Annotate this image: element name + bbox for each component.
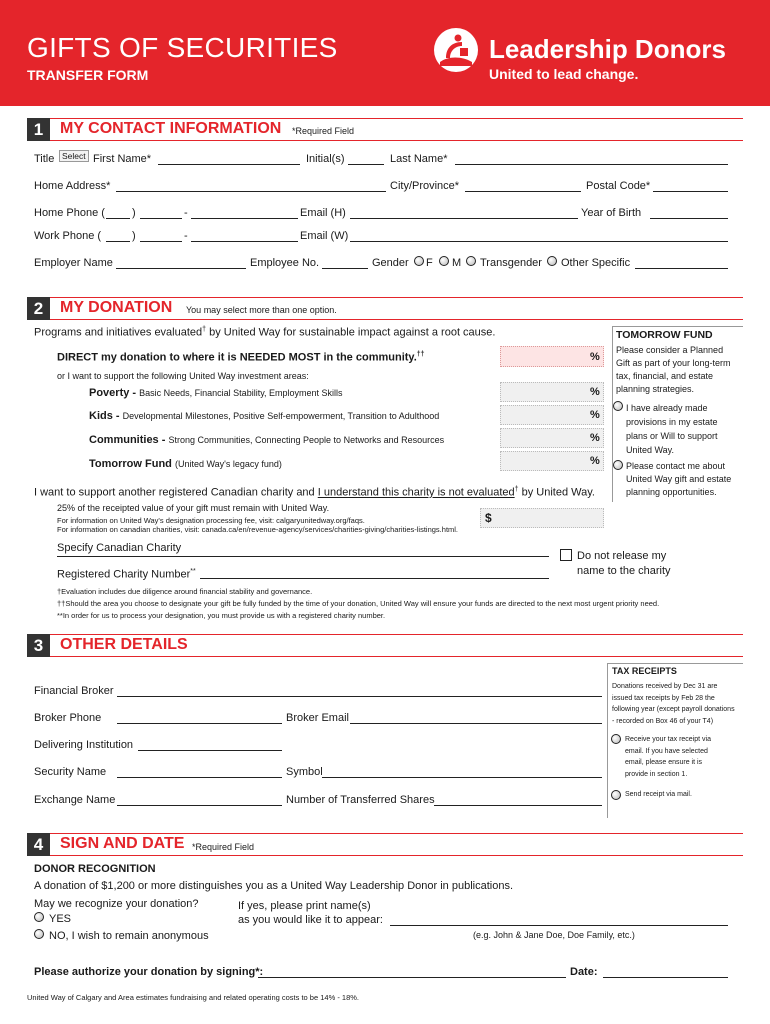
- tomorrow-percent-sign: %: [590, 455, 600, 467]
- section-3-title: OTHER DETAILS: [60, 636, 188, 653]
- title-select[interactable]: Select: [59, 150, 89, 162]
- email-receipt-radio[interactable]: [611, 734, 621, 744]
- footnote-charity-number: **In order for us to process your designation, you must provide us with a registered charity number.: [57, 611, 386, 620]
- email-h-label: Email (H): [300, 207, 346, 219]
- security-name-field[interactable]: [117, 777, 282, 778]
- work-phone-number-field[interactable]: [191, 241, 298, 242]
- security-name-label: Security Name: [34, 766, 107, 778]
- initials-label: Initial(s): [306, 153, 345, 165]
- kids-percent-field[interactable]: [500, 405, 604, 425]
- contact-me-label: Please contact me about United Way gift and estate planning opportunities.: [626, 461, 732, 497]
- home-phone-dash: -: [184, 207, 188, 219]
- donor-recognition-heading: DONOR RECOGNITION: [34, 863, 156, 875]
- work-phone-dash: -: [184, 230, 188, 242]
- tomorrow-fund-top-rule: [612, 326, 743, 327]
- brand-tagline: United to lead change.: [489, 66, 639, 82]
- tomorrow-fund-intro: Please consider a Planned Gift as part of your long-term tax, financial, and estate planning strategies.: [616, 345, 731, 394]
- exchange-name-field[interactable]: [117, 805, 282, 806]
- footer-note: United Way of Calgary and Area estimates fundraising and related operating costs to be 14% - 18%.: [27, 993, 359, 1002]
- designation-fee-info: For information on United Way's designation processing fee, visit: calgaryunitedway.org/faqs.: [57, 516, 365, 525]
- footnote-evaluation: †Evaluation includes due diligence around financial stability and governance.: [57, 587, 313, 596]
- estate-provisions-radio[interactable]: [613, 401, 623, 411]
- last-name-field[interactable]: [455, 164, 728, 165]
- signature-field[interactable]: [258, 977, 566, 978]
- mail-receipt-label: Send receipt via mail.: [625, 791, 692, 798]
- section-4-number: 4: [27, 833, 50, 856]
- specify-charity-label: Specify Canadian Charity: [57, 542, 182, 554]
- gender-m-radio[interactable]: [439, 256, 449, 266]
- communities-percent-field[interactable]: [500, 428, 604, 448]
- tax-receipts-top-rule: [607, 663, 743, 664]
- broker-phone-label: Broker Phone: [34, 712, 102, 724]
- postal-code-label: Postal Code*: [586, 180, 651, 192]
- kids-option: Kids - Developmental Milestones, Positive Self-empowerment, Transition to Adulthood: [89, 410, 440, 422]
- do-not-release-checkbox[interactable]: [560, 549, 572, 561]
- tomorrow-fund-percent-field[interactable]: [500, 451, 604, 471]
- do-not-release-label: Do not release my: [577, 550, 667, 562]
- direct-percent-sign: %: [590, 351, 600, 363]
- transferred-shares-field[interactable]: [434, 805, 602, 806]
- section-2-note: You may select more than one option.: [186, 305, 337, 315]
- date-field[interactable]: [603, 977, 728, 978]
- delivering-institution-field[interactable]: [138, 750, 282, 751]
- contact-me-radio[interactable]: [613, 460, 623, 470]
- email-w-field[interactable]: [350, 241, 728, 242]
- form-title: GIFTS OF SECURITIES: [27, 32, 338, 63]
- gender-other-radio[interactable]: [547, 256, 557, 266]
- other-charity-statement: I want to support another registered Canadian charity and I understand this charity is not evaluated† by United Way.: [34, 486, 595, 499]
- title-label: Title: [34, 153, 55, 165]
- employee-no-label: Employee No.: [250, 257, 320, 269]
- tomorrow-fund-divider: [612, 326, 613, 502]
- work-phone-prefix-field[interactable]: [140, 241, 182, 242]
- recognize-question: May we recognize your donation?: [34, 898, 199, 910]
- employer-name-field[interactable]: [116, 268, 246, 269]
- donor-recognition-text: A donation of $1,200 or more distinguishes you as a United Way Leadership Donor in publications.: [34, 880, 513, 892]
- programs-intro: Programs and initiatives evaluated† by United Way for sustainable impact against a root cause.: [34, 326, 496, 339]
- transferred-shares-label: Number of Transferred Shares: [286, 794, 435, 806]
- date-label: Date:: [570, 966, 598, 978]
- section-2-title: MY DONATION: [60, 299, 173, 316]
- registered-charity-label: Registered Charity Number**: [57, 568, 196, 581]
- gender-f-label: F: [426, 257, 433, 269]
- gender-transgender-radio[interactable]: [466, 256, 476, 266]
- footnote-funded: ††Should the area you choose to designate your gift be fully funded by the time of your donation, United Way will ensure your funds are directed to the next most urgent priority need.: [57, 599, 660, 608]
- or-support-text: or I want to support the following United Way investment areas:: [57, 371, 309, 381]
- communities-percent-sign: %: [590, 432, 600, 444]
- postal-code-field[interactable]: [653, 191, 728, 192]
- required-note: *Required Field: [292, 126, 355, 136]
- last-name-label: Last Name*: [390, 153, 448, 165]
- section-4-title: SIGN AND DATE: [60, 835, 185, 852]
- broker-email-label: Broker Email: [286, 712, 349, 724]
- specify-charity-field[interactable]: [57, 556, 549, 557]
- home-address-field[interactable]: [116, 191, 386, 192]
- city-label: City/Province*: [390, 180, 460, 192]
- section-2-number: 2: [27, 297, 50, 320]
- poverty-percent-sign: %: [590, 386, 600, 398]
- recognition-example: (e.g. John & Jane Doe, Doe Family, etc.): [473, 930, 635, 940]
- symbol-field[interactable]: [322, 777, 602, 778]
- mail-receipt-radio[interactable]: [611, 790, 621, 800]
- city-field[interactable]: [465, 191, 581, 192]
- broker-email-field[interactable]: [350, 723, 602, 724]
- work-phone-paren: ): [132, 230, 136, 242]
- recognize-no-label: NO, I wish to remain anonymous: [49, 930, 209, 942]
- registered-charity-field[interactable]: [200, 578, 549, 579]
- symbol-label: Symbol: [286, 766, 323, 778]
- kids-percent-sign: %: [590, 409, 600, 421]
- recognition-name-field[interactable]: [390, 925, 728, 926]
- do-not-release-label-2: name to the charity: [577, 565, 671, 577]
- gender-other-label: Other Specific: [561, 257, 631, 269]
- signature-label: Please authorize your donation by signing*:: [34, 966, 264, 978]
- brand-name: Leadership Donors: [489, 34, 726, 64]
- exchange-name-label: Exchange Name: [34, 794, 116, 806]
- home-phone-area-field[interactable]: [106, 218, 130, 219]
- tax-receipts-intro: Donations received by Dec 31 are issued tax receipts by Feb 28 the following year (except payroll donations - recorded on Box 46 of your T4): [612, 683, 735, 725]
- year-of-birth-field[interactable]: [650, 218, 728, 219]
- home-phone-label: Home Phone (: [34, 207, 105, 219]
- year-of-birth-label: Year of Birth: [581, 207, 642, 219]
- charity-amount-field[interactable]: [480, 508, 604, 528]
- section-4-note: *Required Field: [192, 842, 255, 852]
- email-w-label: Email (W): [300, 230, 349, 242]
- poverty-percent-field[interactable]: [500, 382, 604, 402]
- employer-name-label: Employer Name: [34, 257, 113, 269]
- tax-receipts-divider: [607, 663, 608, 818]
- recognize-yes-label: YES: [49, 913, 72, 925]
- first-name-field[interactable]: [158, 164, 300, 165]
- financial-broker-label: Financial Broker: [34, 685, 114, 697]
- financial-broker-field[interactable]: [117, 696, 602, 697]
- section-1-number: 1: [27, 118, 50, 141]
- poverty-option: Poverty - Basic Needs, Financial Stability, Employment Skills: [89, 387, 343, 399]
- communities-option: Communities - Strong Communities, Connecting People to Networks and Resources: [89, 434, 445, 446]
- direct-donation-label: DIRECT my donation to where it is NEEDED MOST in the community.††: [57, 351, 425, 364]
- initials-field[interactable]: [348, 164, 384, 165]
- receipt-note: 25% of the receipted value of your gift must remain with United Way.: [57, 503, 330, 513]
- print-names-label-2: as you would like it to appear:: [238, 914, 383, 926]
- gender-other-field[interactable]: [635, 268, 728, 269]
- tomorrow-fund-title: TOMORROW FUND: [616, 329, 713, 341]
- gender-label: Gender: [372, 257, 409, 269]
- form-subtitle: TRANSFER FORM: [27, 67, 149, 83]
- email-receipt-label: Receive your tax receipt via email. If you have selected email, please ensure it is provide in section 1.: [625, 736, 711, 778]
- section-3-number: 3: [27, 634, 50, 657]
- estate-provisions-label: I have already made provisions in my estate plans or Will to support United Way.: [626, 403, 718, 455]
- work-phone-label: Work Phone (: [34, 230, 102, 242]
- gender-transgender-label: Transgender: [480, 257, 542, 269]
- employee-no-field[interactable]: [322, 268, 368, 269]
- united-way-logo-icon: [432, 26, 480, 74]
- home-address-label: Home Address*: [34, 180, 111, 192]
- broker-phone-field[interactable]: [117, 723, 282, 724]
- gender-f-radio[interactable]: [414, 256, 424, 266]
- delivering-institution-label: Delivering Institution: [34, 739, 134, 751]
- recognize-no-radio[interactable]: [34, 929, 44, 939]
- home-phone-paren: ): [132, 207, 136, 219]
- section-1-title: MY CONTACT INFORMATION: [60, 120, 282, 137]
- home-phone-prefix-field[interactable]: [140, 218, 182, 219]
- tomorrow-fund-option: Tomorrow Fund (United Way's legacy fund): [89, 458, 282, 470]
- work-phone-area-field[interactable]: [106, 241, 130, 242]
- gender-m-label: M: [452, 257, 462, 269]
- print-names-label-1: If yes, please print name(s): [238, 900, 371, 912]
- first-name-label: First Name*: [93, 153, 152, 165]
- charities-info: For information on canadian charities, visit: canada.ca/en/revenue-agency/services/charities-giving/charities-listings.html.: [57, 525, 459, 534]
- email-h-field[interactable]: [350, 218, 578, 219]
- direct-donation-percent-field[interactable]: [500, 346, 604, 367]
- home-phone-number-field[interactable]: [191, 218, 298, 219]
- recognize-yes-radio[interactable]: [34, 912, 44, 922]
- dollar-sign: $: [485, 511, 492, 525]
- tax-receipts-title: TAX RECEIPTS: [612, 666, 677, 676]
